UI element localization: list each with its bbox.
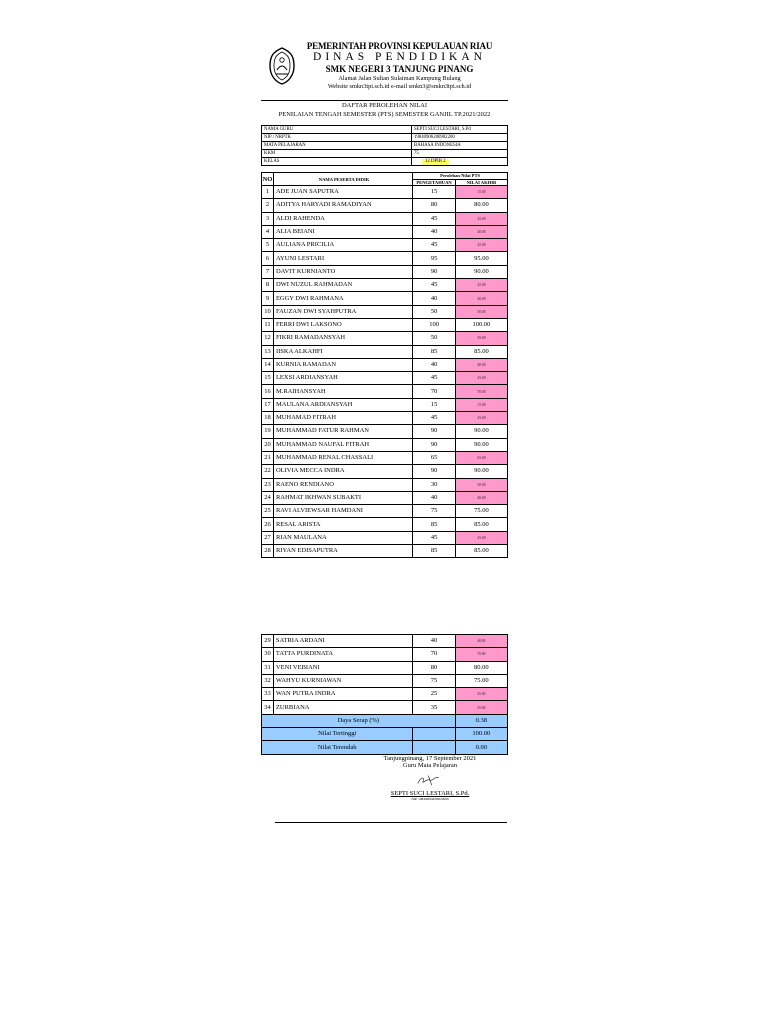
table-row	[262, 398, 508, 411]
table-row	[262, 225, 508, 238]
table-row	[262, 358, 508, 371]
score-nilai-akhir: 70.00	[455, 648, 507, 661]
row-number: 5	[262, 239, 274, 252]
letterhead	[261, 40, 508, 100]
student-name: FIKRI RAMADANSYAH	[273, 332, 412, 345]
table-row	[262, 425, 508, 438]
row-number: 20	[262, 438, 274, 451]
handwritten-signature-icon	[410, 773, 450, 787]
table-row	[262, 212, 508, 225]
student-name: EGGY DWI RAHMANA	[273, 292, 412, 305]
table-row	[262, 292, 508, 305]
row-number: 31	[262, 661, 274, 674]
info-row	[262, 158, 508, 166]
score-pengetahuan: 45	[413, 531, 456, 544]
summary-label: Nilai Terendah	[262, 741, 413, 754]
school-contact: Website smkn3tpi.sch.id e-mail smkn3@smkn3tpi.sch.id	[327, 83, 472, 90]
score-nilai-akhir: 45.00	[455, 531, 507, 544]
footer-divider	[275, 822, 507, 823]
table-row	[262, 545, 508, 558]
student-name: WAHYU KURNIAWAN	[273, 674, 413, 687]
score-pengetahuan: 50	[413, 332, 456, 345]
info-row	[262, 150, 508, 158]
score-pengetahuan: 85	[413, 345, 456, 358]
info-label: NAMA GURU	[262, 126, 412, 134]
student-name: WAN PUTRA INDRA	[273, 688, 413, 701]
score-pengetahuan: 40	[413, 635, 455, 648]
score-nilai-akhir: 75.00	[455, 505, 507, 518]
score-nilai-akhir: 30.00	[455, 478, 507, 491]
score-nilai-akhir: 45.00	[455, 372, 507, 385]
table-row	[262, 674, 508, 687]
summary-value: 0.38	[455, 714, 507, 727]
student-name: RAVI ALVIEWSAR HAMDANI	[273, 505, 412, 518]
score-pengetahuan: 45	[413, 412, 456, 425]
score-nilai-akhir: 35.00	[455, 701, 507, 714]
row-number: 33	[262, 688, 274, 701]
row-number: 32	[262, 674, 274, 687]
score-pengetahuan: 45	[413, 372, 456, 385]
score-pengetahuan: 50	[413, 305, 456, 318]
student-name: RIYAN EDISAPUTRA	[273, 545, 412, 558]
score-nilai-akhir: 45.00	[455, 279, 507, 292]
student-name: FERRI DWI LAKSONO	[273, 318, 412, 331]
col-name: NAMA PESERTA DIDIK	[273, 173, 412, 186]
score-nilai-akhir: 50.00	[455, 332, 507, 345]
table-row	[262, 648, 508, 661]
score-nilai-akhir: 95.00	[455, 252, 507, 265]
row-number: 2	[262, 199, 274, 212]
score-nilai-akhir: 25.00	[455, 688, 507, 701]
score-nilai-akhir: 40.00	[455, 292, 507, 305]
score-nilai-akhir: 65.00	[455, 451, 507, 464]
score-nilai-akhir: 90.00	[455, 425, 507, 438]
student-name: RESAL ARISTA	[273, 518, 412, 531]
table-row	[262, 518, 508, 531]
table-row	[262, 635, 508, 648]
score-pengetahuan: 90	[413, 425, 456, 438]
school-name: SMK NEGERI 3 TANJUNG PINANG	[325, 64, 474, 74]
row-number: 29	[262, 635, 274, 648]
table-row	[262, 385, 508, 398]
row-number: 8	[262, 279, 274, 292]
score-pengetahuan: 40	[413, 358, 456, 371]
table-row	[262, 345, 508, 358]
row-number: 4	[262, 225, 274, 238]
row-number: 10	[262, 305, 274, 318]
info-row	[262, 134, 508, 142]
table-row	[262, 478, 508, 491]
score-pengetahuan: 45	[413, 212, 456, 225]
agency-name: DINAS PENDIDIKAN	[313, 51, 486, 63]
info-label: KKM	[262, 150, 412, 158]
summary-empty	[413, 741, 455, 754]
student-name: ALIA BEIANI	[273, 225, 412, 238]
score-pengetahuan: 40	[413, 292, 456, 305]
info-row	[262, 142, 508, 150]
summary-row	[262, 741, 508, 754]
row-number: 1	[262, 186, 274, 199]
summary-row	[262, 714, 508, 727]
student-name: MUHAMMAD NAUFAL FITRAH	[273, 438, 412, 451]
col-group: Perolehan Nilai PTS	[413, 173, 508, 180]
student-name: MAULANA ARDIANSYAH	[273, 398, 412, 411]
header-divider	[261, 100, 508, 101]
grade-table-continued	[261, 634, 508, 755]
class-badge: 12 DPIB 2	[422, 159, 449, 165]
row-number: 9	[262, 292, 274, 305]
doc-subtitle: PENILAIAN TENGAH SEMESTER (PTS) SEMESTER GANJIL TP.2021/2022	[278, 111, 491, 118]
table-row	[262, 505, 508, 518]
table-row	[262, 199, 508, 212]
row-number: 3	[262, 212, 274, 225]
score-nilai-akhir: 40.00	[455, 358, 507, 371]
score-pengetahuan: 70	[413, 385, 456, 398]
row-number: 25	[262, 505, 274, 518]
row-number: 21	[262, 451, 274, 464]
row-number: 11	[262, 318, 274, 331]
student-name: SATRIA ARDANI	[273, 635, 413, 648]
row-number: 12	[262, 332, 274, 345]
row-number: 30	[262, 648, 274, 661]
row-number: 27	[262, 531, 274, 544]
student-name: DAVIT KURNIANTO	[273, 265, 412, 278]
score-nilai-akhir: 15.00	[455, 398, 507, 411]
row-number: 14	[262, 358, 274, 371]
summary-label: Nilai Tertinggi	[262, 728, 413, 741]
score-pengetahuan: 35	[413, 701, 455, 714]
row-number: 6	[262, 252, 274, 265]
table-row	[262, 412, 508, 425]
row-number: 19	[262, 425, 274, 438]
score-pengetahuan: 15	[413, 398, 456, 411]
score-pengetahuan: 90	[413, 465, 456, 478]
student-name: TATTA PURDINATA	[273, 648, 413, 661]
student-name: ZURBIANA	[273, 701, 413, 714]
score-pengetahuan: 80	[413, 199, 456, 212]
student-name: VENI VEBIANI	[273, 661, 413, 674]
score-nilai-akhir: 90.00	[455, 465, 507, 478]
row-number: 15	[262, 372, 274, 385]
student-name: DWI NUZUL RAHMADAN	[273, 279, 412, 292]
score-nilai-akhir: 80.00	[455, 199, 507, 212]
score-pengetahuan: 100	[413, 318, 456, 331]
gov-name: PEMERINTAH PROVINSI KEPULAUAN RIAU	[306, 41, 493, 51]
info-value	[412, 158, 508, 166]
col-pengetahuan: PENGETAHUAN	[413, 179, 456, 186]
student-name: ADITYA HARYADI RAMADIYAN	[273, 199, 412, 212]
student-name: MUHAMAD FITRAH	[273, 412, 412, 425]
score-pengetahuan: 15	[413, 186, 456, 199]
table-row	[262, 186, 508, 199]
summary-label: Daya Serap (%)	[262, 714, 456, 727]
student-name: MUHAMMAD FATUR RAHMAN	[273, 425, 412, 438]
info-value: 19840906200902200	[412, 134, 508, 142]
row-number: 16	[262, 385, 274, 398]
score-pengetahuan: 85	[413, 545, 456, 558]
row-number: 18	[262, 412, 274, 425]
info-value: 75	[412, 150, 508, 158]
student-name: MUHAMMAD RENAL CHASSALI	[273, 451, 412, 464]
score-pengetahuan: 40	[413, 225, 456, 238]
summary-empty	[413, 728, 455, 741]
score-pengetahuan: 95	[413, 252, 456, 265]
info-label: NIP / NRPTK	[262, 134, 412, 142]
row-number: 28	[262, 545, 274, 558]
score-nilai-akhir: 80.00	[455, 661, 507, 674]
table-row	[262, 332, 508, 345]
table-row	[262, 252, 508, 265]
student-name: ADE JUAN SAPUTRA	[273, 186, 412, 199]
table-row	[262, 372, 508, 385]
student-name: AYUNI LESTARI	[273, 252, 412, 265]
table-row	[262, 531, 508, 544]
score-nilai-akhir: 70.00	[455, 385, 507, 398]
score-nilai-akhir: 15.00	[455, 186, 507, 199]
score-pengetahuan: 75	[413, 505, 456, 518]
signature-block	[380, 755, 480, 801]
score-pengetahuan: 90	[413, 265, 456, 278]
table-row	[262, 688, 508, 701]
table-row	[262, 265, 508, 278]
signer-role: Guru Mata Pelajaran	[402, 762, 458, 769]
table-row	[262, 451, 508, 464]
row-number: 24	[262, 491, 274, 504]
summary-value: 0.00	[455, 741, 507, 754]
row-number: 23	[262, 478, 274, 491]
row-number: 34	[262, 701, 274, 714]
table-row	[262, 279, 508, 292]
score-nilai-akhir: 50.00	[455, 305, 507, 318]
score-nilai-akhir: 40.00	[455, 491, 507, 504]
student-name: FAUZAN DWI SYAHPUTRA	[273, 305, 412, 318]
score-nilai-akhir: 85.00	[455, 345, 507, 358]
student-name: RAHMAT IKHWAN SUBAKTI	[273, 491, 412, 504]
score-nilai-akhir: 85.00	[455, 545, 507, 558]
score-pengetahuan: 45	[413, 239, 456, 252]
doc-title: DAFTAR PEROLEHAN NILAI	[341, 102, 428, 109]
student-name: OLIVIA MECCA INDRA	[273, 465, 412, 478]
grade-table	[261, 172, 508, 558]
score-pengetahuan: 75	[413, 674, 455, 687]
table-row	[262, 701, 508, 714]
info-label: MATA PELAJARAN	[262, 142, 412, 150]
student-name: AULIANA PRICILIA	[273, 239, 412, 252]
table-row	[262, 438, 508, 451]
student-name: KURNIA RAMADAN	[273, 358, 412, 371]
col-nilai-akhir: NILAI AKHIR	[455, 179, 507, 186]
score-pengetahuan: 25	[413, 688, 455, 701]
score-nilai-akhir: 45.00	[455, 239, 507, 252]
student-name: M.RAIHANSYAH	[273, 385, 412, 398]
score-nilai-akhir: 75.00	[455, 674, 507, 687]
student-name: RAENO RENDIANO	[273, 478, 412, 491]
signer-nip: NIP. 198409062009022006	[411, 797, 449, 801]
row-number: 26	[262, 518, 274, 531]
info-value: SEPTI SUCI LESTARI, S.Pd	[412, 126, 508, 134]
score-pengetahuan: 85	[413, 518, 456, 531]
info-row	[262, 126, 508, 134]
score-nilai-akhir: 40.00	[455, 225, 507, 238]
col-no: NO	[262, 173, 274, 186]
info-label: KELAS	[262, 158, 412, 166]
score-nilai-akhir: 90.00	[455, 265, 507, 278]
score-nilai-akhir: 40.00	[455, 635, 507, 648]
score-pengetahuan: 70	[413, 648, 455, 661]
score-nilai-akhir: 90.00	[455, 438, 507, 451]
student-name: IISKA ALKAHFI	[273, 345, 412, 358]
score-nilai-akhir: 45.00	[455, 212, 507, 225]
score-pengetahuan: 65	[413, 451, 456, 464]
score-pengetahuan: 40	[413, 491, 456, 504]
score-pengetahuan: 45	[413, 279, 456, 292]
student-name: LEXSI ARDIANSYAH	[273, 372, 412, 385]
row-number: 17	[262, 398, 274, 411]
row-number: 22	[262, 465, 274, 478]
score-nilai-akhir: 100.00	[455, 318, 507, 331]
table-row	[262, 661, 508, 674]
score-nilai-akhir: 85.00	[455, 518, 507, 531]
table-row	[262, 305, 508, 318]
student-name: ALDI RAHENDA	[273, 212, 412, 225]
info-table	[261, 125, 508, 166]
score-pengetahuan: 80	[413, 661, 455, 674]
table-row	[262, 239, 508, 252]
info-value: BAHASA INDONESIA	[412, 142, 508, 150]
row-number: 13	[262, 345, 274, 358]
table-row	[262, 491, 508, 504]
score-nilai-akhir: 45.00	[455, 412, 507, 425]
summary-row	[262, 728, 508, 741]
table-header-row	[262, 173, 508, 180]
score-pengetahuan: 90	[413, 438, 456, 451]
signer-name: SEPTI SUCI LESTARI, S.Pd.	[390, 790, 470, 797]
table-row	[262, 318, 508, 331]
row-number: 7	[262, 265, 274, 278]
table-row	[262, 465, 508, 478]
summary-value: 100.00	[455, 728, 507, 741]
place-date: Tanjungpinang, 17 September 2021	[383, 755, 477, 762]
school-address: Alamat Jalan Sultan Sulaiman Kampung Bulang	[338, 75, 461, 82]
score-pengetahuan: 30	[413, 478, 456, 491]
student-name: RIAN MAULANA	[273, 531, 412, 544]
